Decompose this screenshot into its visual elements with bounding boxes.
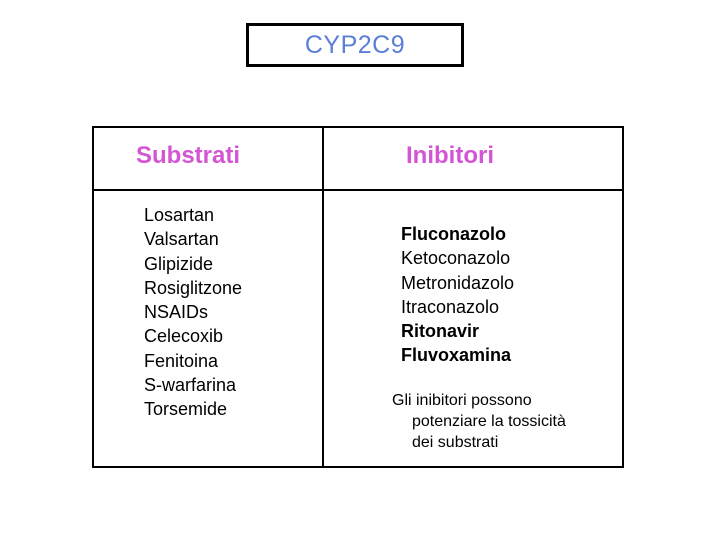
header-divider: [94, 189, 622, 191]
inhibitors-list: [401, 222, 514, 368]
note-line: potenziare la tossicità: [412, 413, 566, 430]
substrates-list: [144, 203, 242, 422]
inhibitor-item: Ketoconazolo: [401, 248, 511, 269]
substrate-item: Valsartan: [144, 229, 219, 250]
substrate-item: Fenitoina: [144, 350, 219, 371]
inhibitor-item: Fluvoxamina: [401, 345, 512, 366]
slide-title: CYP2C9: [304, 30, 406, 59]
substrate-item: Glipizide: [144, 253, 214, 274]
inhibitors-header: Inibitori: [406, 142, 494, 169]
title-box: [246, 23, 464, 67]
substrate-item: Losartan: [144, 205, 215, 225]
cyp-table: [92, 126, 624, 468]
substrate-item: Rosiglitzone: [144, 277, 243, 298]
inhibitor-item: Itraconazolo: [401, 296, 500, 317]
column-divider: [322, 128, 324, 466]
inhibitor-note: [392, 390, 566, 453]
substrates-header: Substrati: [136, 142, 241, 169]
note-line: Gli inibitori possono: [392, 392, 532, 409]
substrate-item: S-warfarina: [144, 375, 237, 396]
substrate-item: Celecoxib: [144, 326, 224, 347]
substrate-item: Torsemide: [144, 399, 228, 420]
note-line: dei substrati: [412, 434, 499, 451]
inhibitor-item: Ritonavir: [401, 321, 480, 342]
substrate-item: NSAIDs: [144, 302, 209, 323]
inhibitor-item: Fluconazolo: [401, 224, 506, 244]
inhibitor-item: Metronidazolo: [401, 272, 515, 293]
